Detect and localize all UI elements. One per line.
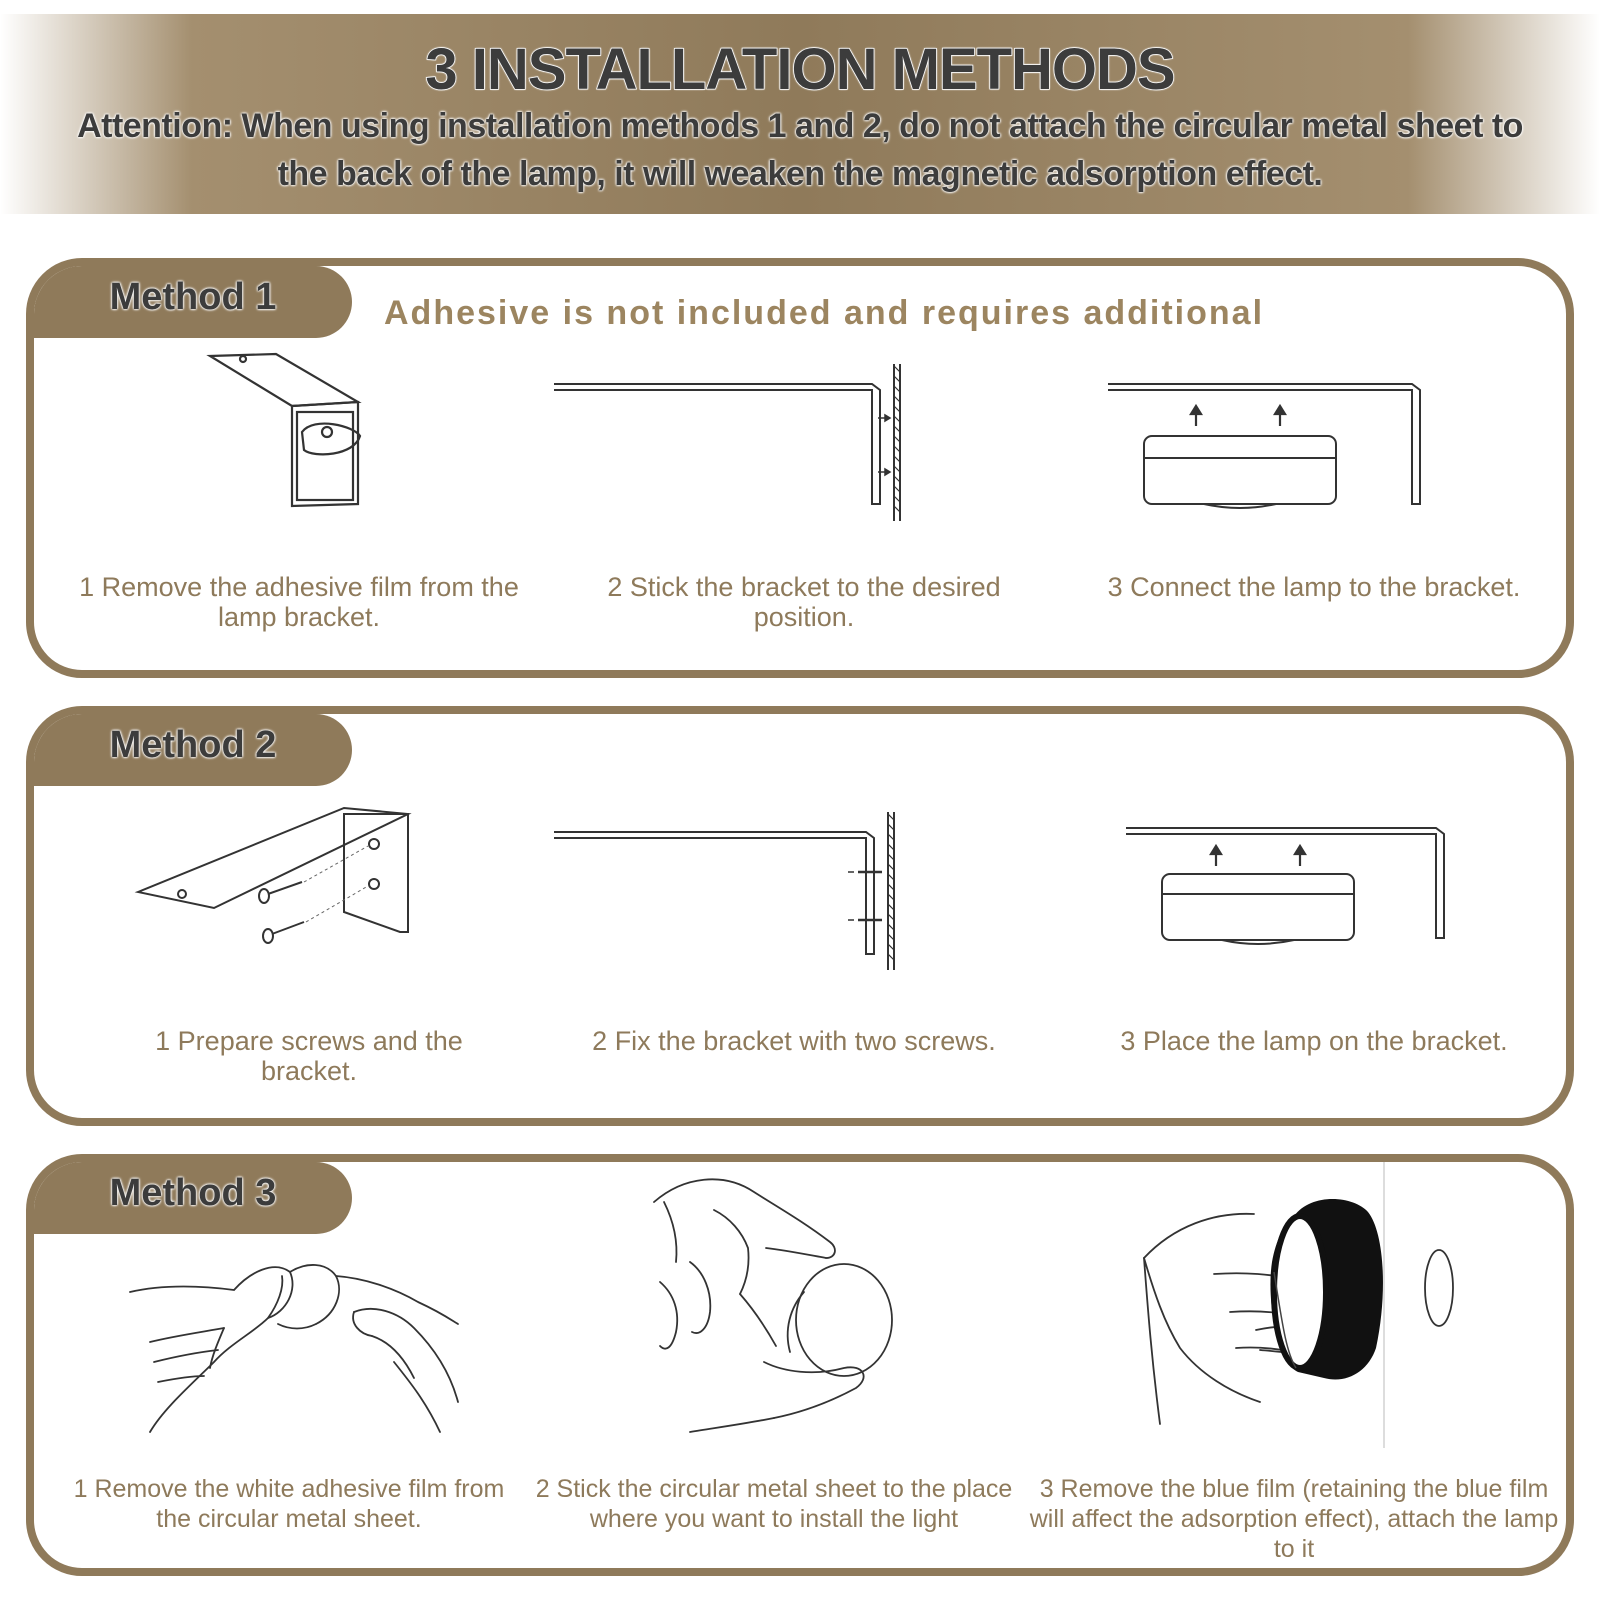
method-3-step-1-caption: 1 Remove the white adhesive film from the circular metal sheet. (73, 1475, 505, 1533)
method-2-panel (26, 706, 1574, 1126)
method-1-step-2 (554, 346, 1054, 646)
bracket-against-wall-illustration (554, 346, 1054, 546)
bracket-and-screws-illustration (54, 794, 534, 994)
method-3-step-2-caption: 2 Stick the circular metal sheet to the place where you want to install the light (535, 1475, 1013, 1533)
method-3-label: Method 3 (109, 1172, 277, 1214)
method-2-step-2-caption: 2 Fix the bracket with two screws. (592, 1026, 996, 1056)
method-3-tab (34, 1162, 352, 1234)
header-banner (0, 14, 1600, 214)
method-1-step-2-caption: 2 Stick the bracket to the desired position. (607, 572, 1001, 632)
method-3-step-3 (1024, 1162, 1564, 1563)
lamp-under-bracket-illustration (1064, 346, 1564, 546)
method-3-panel (26, 1154, 1574, 1576)
method-1-note: Adhesive is not included and requires additional (384, 294, 1265, 332)
method-1-step-1 (54, 346, 534, 646)
method-1-tab (34, 266, 352, 338)
method-3-step-3-caption: 3 Remove the blue film (retaining the blue film will affect the adsorption effect), attach the lamp to it (1029, 1475, 1559, 1563)
attention-note: Attention: When using installation methods 1 and 2, do not attach the circular metal sheet to the back of the lamp, it will weaken the magnetic adsorption effect. (77, 107, 1523, 193)
lamp-on-bracket-illustration (1064, 794, 1564, 994)
hands-peeling-film-illustration (54, 1232, 534, 1462)
hand-holding-disc-illustration (514, 1162, 1034, 1462)
method-2-step-1 (54, 794, 534, 1094)
method-2-label: Method 2 (109, 724, 277, 766)
hand-attaching-lamp-illustration (1024, 1162, 1564, 1462)
method-2-step-3-caption: 3 Place the lamp on the bracket. (1120, 1026, 1508, 1056)
method-1-step-3 (1064, 346, 1564, 646)
method-1-panel (26, 258, 1574, 678)
method-1-step-1-caption: 1 Remove the adhesive film from the lamp bracket. (79, 572, 519, 632)
method-3-step-2 (514, 1162, 1034, 1552)
bracket-screwed-to-wall-illustration (554, 794, 1054, 994)
method-1-label: Method 1 (109, 276, 277, 318)
method-2-step-1-caption: 1 Prepare screws and the bracket. (155, 1026, 463, 1086)
method-2-step-3 (1064, 794, 1564, 1094)
method-2-tab (34, 714, 352, 786)
method-1-step-3-caption: 3 Connect the lamp to the bracket. (1107, 572, 1521, 602)
bracket-with-film-illustration (54, 346, 534, 546)
method-2-step-2 (554, 794, 1054, 1094)
page-title: 3 INSTALLATION METHODS (425, 37, 1175, 102)
method-3-step-1 (54, 1232, 534, 1552)
